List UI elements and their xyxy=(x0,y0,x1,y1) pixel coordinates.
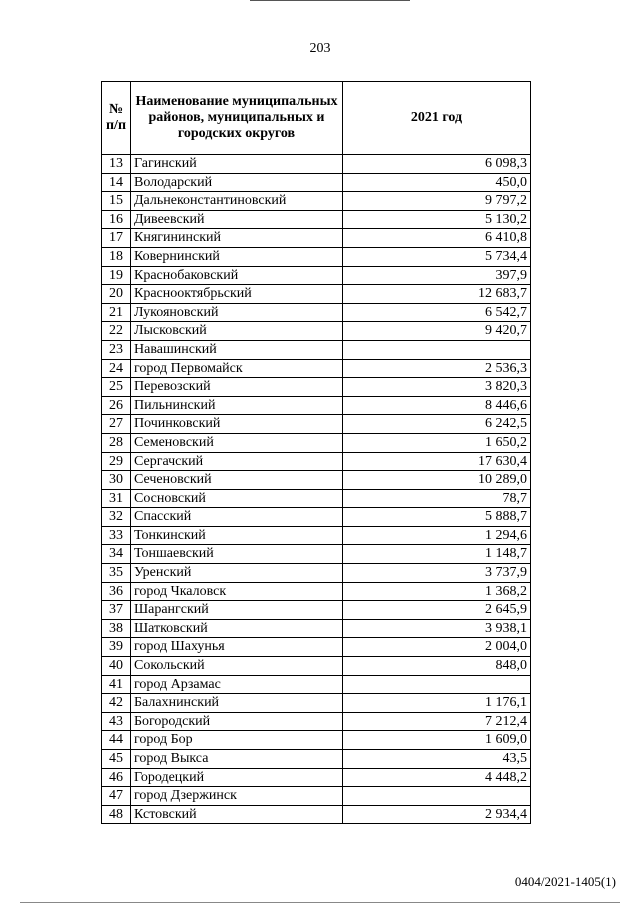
row-number: 36 xyxy=(102,582,131,601)
municipality-name: Перевозский xyxy=(131,378,343,397)
value-2021: 1 148,7 xyxy=(343,545,531,564)
municipality-name: Починковский xyxy=(131,415,343,434)
value-2021: 3 820,3 xyxy=(343,378,531,397)
municipality-name: город Арзамас xyxy=(131,675,343,694)
document-code: 0404/2021-1405(1) xyxy=(514,874,616,889)
municipality-name: Семеновский xyxy=(131,433,343,452)
municipality-name: Ковернинский xyxy=(131,247,343,266)
row-number: 30 xyxy=(102,471,131,490)
table-body xyxy=(102,155,531,824)
header-name: Наименование муниципальных районов, муниципальных и городских округов xyxy=(131,82,343,155)
value-2021: 450,0 xyxy=(343,173,531,192)
value-2021: 10 289,0 xyxy=(343,471,531,490)
value-2021: 9 420,7 xyxy=(343,322,531,341)
row-number: 19 xyxy=(102,266,131,285)
municipality-name: Сеченовский xyxy=(131,471,343,490)
municipality-name: Дальнеконстантиновский xyxy=(131,192,343,211)
budget-table xyxy=(101,81,531,824)
value-2021: 78,7 xyxy=(343,489,531,508)
value-2021: 2 934,4 xyxy=(343,805,531,824)
municipality-name: Володарский xyxy=(131,173,343,192)
value-2021: 9 797,2 xyxy=(343,192,531,211)
table-row xyxy=(102,378,531,397)
table-row xyxy=(102,340,531,359)
row-number: 44 xyxy=(102,731,131,750)
municipality-name: город Чкаловск xyxy=(131,582,343,601)
value-2021: 4 448,2 xyxy=(343,768,531,787)
table-row xyxy=(102,657,531,676)
row-number: 37 xyxy=(102,601,131,620)
value-2021: 43,5 xyxy=(343,750,531,769)
municipality-name: Балахнинский xyxy=(131,694,343,713)
table-row xyxy=(102,768,531,787)
municipality-name: Богородский xyxy=(131,712,343,731)
row-number: 40 xyxy=(102,657,131,676)
header-year: 2021 год xyxy=(343,82,531,155)
value-2021: 1 650,2 xyxy=(343,433,531,452)
municipality-name: Шарангский xyxy=(131,601,343,620)
table-row xyxy=(102,582,531,601)
row-number: 27 xyxy=(102,415,131,434)
row-number: 46 xyxy=(102,768,131,787)
table-row xyxy=(102,192,531,211)
row-number: 14 xyxy=(102,173,131,192)
value-2021: 2 536,3 xyxy=(343,359,531,378)
row-number: 29 xyxy=(102,452,131,471)
value-2021: 6 410,8 xyxy=(343,229,531,248)
table-row xyxy=(102,787,531,806)
table-row xyxy=(102,452,531,471)
row-number: 20 xyxy=(102,285,131,304)
table-row xyxy=(102,322,531,341)
value-2021 xyxy=(343,675,531,694)
municipality-name: Городецкий xyxy=(131,768,343,787)
row-number: 24 xyxy=(102,359,131,378)
row-number: 13 xyxy=(102,155,131,174)
municipality-name: Гагинский xyxy=(131,155,343,174)
municipality-name: город Выкса xyxy=(131,750,343,769)
row-number: 43 xyxy=(102,712,131,731)
row-number: 41 xyxy=(102,675,131,694)
value-2021: 7 212,4 xyxy=(343,712,531,731)
municipality-name: город Шахунья xyxy=(131,638,343,657)
municipality-name: Тонкинский xyxy=(131,526,343,545)
table-row xyxy=(102,638,531,657)
row-number: 22 xyxy=(102,322,131,341)
row-number: 45 xyxy=(102,750,131,769)
table-row xyxy=(102,433,531,452)
value-2021: 2 004,0 xyxy=(343,638,531,657)
row-number: 26 xyxy=(102,396,131,415)
row-number: 33 xyxy=(102,526,131,545)
table-row xyxy=(102,526,531,545)
value-2021: 1 368,2 xyxy=(343,582,531,601)
value-2021: 397,9 xyxy=(343,266,531,285)
municipality-name: Сокольский xyxy=(131,657,343,676)
municipality-name: Дивеевский xyxy=(131,210,343,229)
table-row xyxy=(102,247,531,266)
table-row xyxy=(102,210,531,229)
value-2021: 3 737,9 xyxy=(343,564,531,583)
table-row xyxy=(102,750,531,769)
row-number: 15 xyxy=(102,192,131,211)
municipality-name: Шатковский xyxy=(131,619,343,638)
row-number: 21 xyxy=(102,303,131,322)
value-2021: 848,0 xyxy=(343,657,531,676)
municipality-name: город Дзержинск xyxy=(131,787,343,806)
table-row xyxy=(102,415,531,434)
municipality-name: Сергачский xyxy=(131,452,343,471)
table-row xyxy=(102,508,531,527)
value-2021: 5 734,4 xyxy=(343,247,531,266)
value-2021: 6 098,3 xyxy=(343,155,531,174)
scan-artifact-bottom xyxy=(20,902,620,903)
row-number: 18 xyxy=(102,247,131,266)
value-2021: 12 683,7 xyxy=(343,285,531,304)
page-number: 203 xyxy=(309,41,331,56)
row-number: 38 xyxy=(102,619,131,638)
value-2021: 5 130,2 xyxy=(343,210,531,229)
table-row xyxy=(102,601,531,620)
value-2021: 1 294,6 xyxy=(343,526,531,545)
table-row xyxy=(102,731,531,750)
value-2021: 1 176,1 xyxy=(343,694,531,713)
row-number: 48 xyxy=(102,805,131,824)
table-row xyxy=(102,545,531,564)
value-2021: 3 938,1 xyxy=(343,619,531,638)
municipality-name: город Бор xyxy=(131,731,343,750)
value-2021 xyxy=(343,340,531,359)
municipality-name: Краснобаковский xyxy=(131,266,343,285)
row-number: 16 xyxy=(102,210,131,229)
table-row xyxy=(102,675,531,694)
table-row xyxy=(102,619,531,638)
municipality-name: Краснооктябрьский xyxy=(131,285,343,304)
row-number: 47 xyxy=(102,787,131,806)
row-number: 42 xyxy=(102,694,131,713)
table-row xyxy=(102,471,531,490)
municipality-name: город Первомайск xyxy=(131,359,343,378)
table-row xyxy=(102,712,531,731)
municipality-name: Пильнинский xyxy=(131,396,343,415)
municipality-name: Лысковский xyxy=(131,322,343,341)
row-number: 34 xyxy=(102,545,131,564)
value-2021 xyxy=(343,787,531,806)
table-row xyxy=(102,396,531,415)
row-number: 25 xyxy=(102,378,131,397)
row-number: 35 xyxy=(102,564,131,583)
value-2021: 6 542,7 xyxy=(343,303,531,322)
table-row xyxy=(102,229,531,248)
municipality-name: Кстовский xyxy=(131,805,343,824)
municipality-name: Уренский xyxy=(131,564,343,583)
value-2021: 17 630,4 xyxy=(343,452,531,471)
municipality-name: Княгининский xyxy=(131,229,343,248)
row-number: 28 xyxy=(102,433,131,452)
table-row xyxy=(102,805,531,824)
table-row xyxy=(102,564,531,583)
table-row xyxy=(102,155,531,174)
table-row xyxy=(102,359,531,378)
municipality-name: Навашинский xyxy=(131,340,343,359)
row-number: 31 xyxy=(102,489,131,508)
value-2021: 1 609,0 xyxy=(343,731,531,750)
table-row xyxy=(102,285,531,304)
scan-artifact-top xyxy=(250,0,410,1)
table-row xyxy=(102,173,531,192)
value-2021: 8 446,6 xyxy=(343,396,531,415)
row-number: 17 xyxy=(102,229,131,248)
row-number: 39 xyxy=(102,638,131,657)
municipality-name: Лукояновский xyxy=(131,303,343,322)
value-2021: 5 888,7 xyxy=(343,508,531,527)
table-row xyxy=(102,266,531,285)
table-row xyxy=(102,489,531,508)
municipality-name: Сосновский xyxy=(131,489,343,508)
table-header-row xyxy=(102,82,531,155)
value-2021: 6 242,5 xyxy=(343,415,531,434)
table-row xyxy=(102,303,531,322)
table-row xyxy=(102,694,531,713)
row-number: 32 xyxy=(102,508,131,527)
municipality-name: Спасский xyxy=(131,508,343,527)
value-2021: 2 645,9 xyxy=(343,601,531,620)
row-number: 23 xyxy=(102,340,131,359)
header-num: № п/п xyxy=(102,82,131,155)
municipality-name: Тоншаевский xyxy=(131,545,343,564)
